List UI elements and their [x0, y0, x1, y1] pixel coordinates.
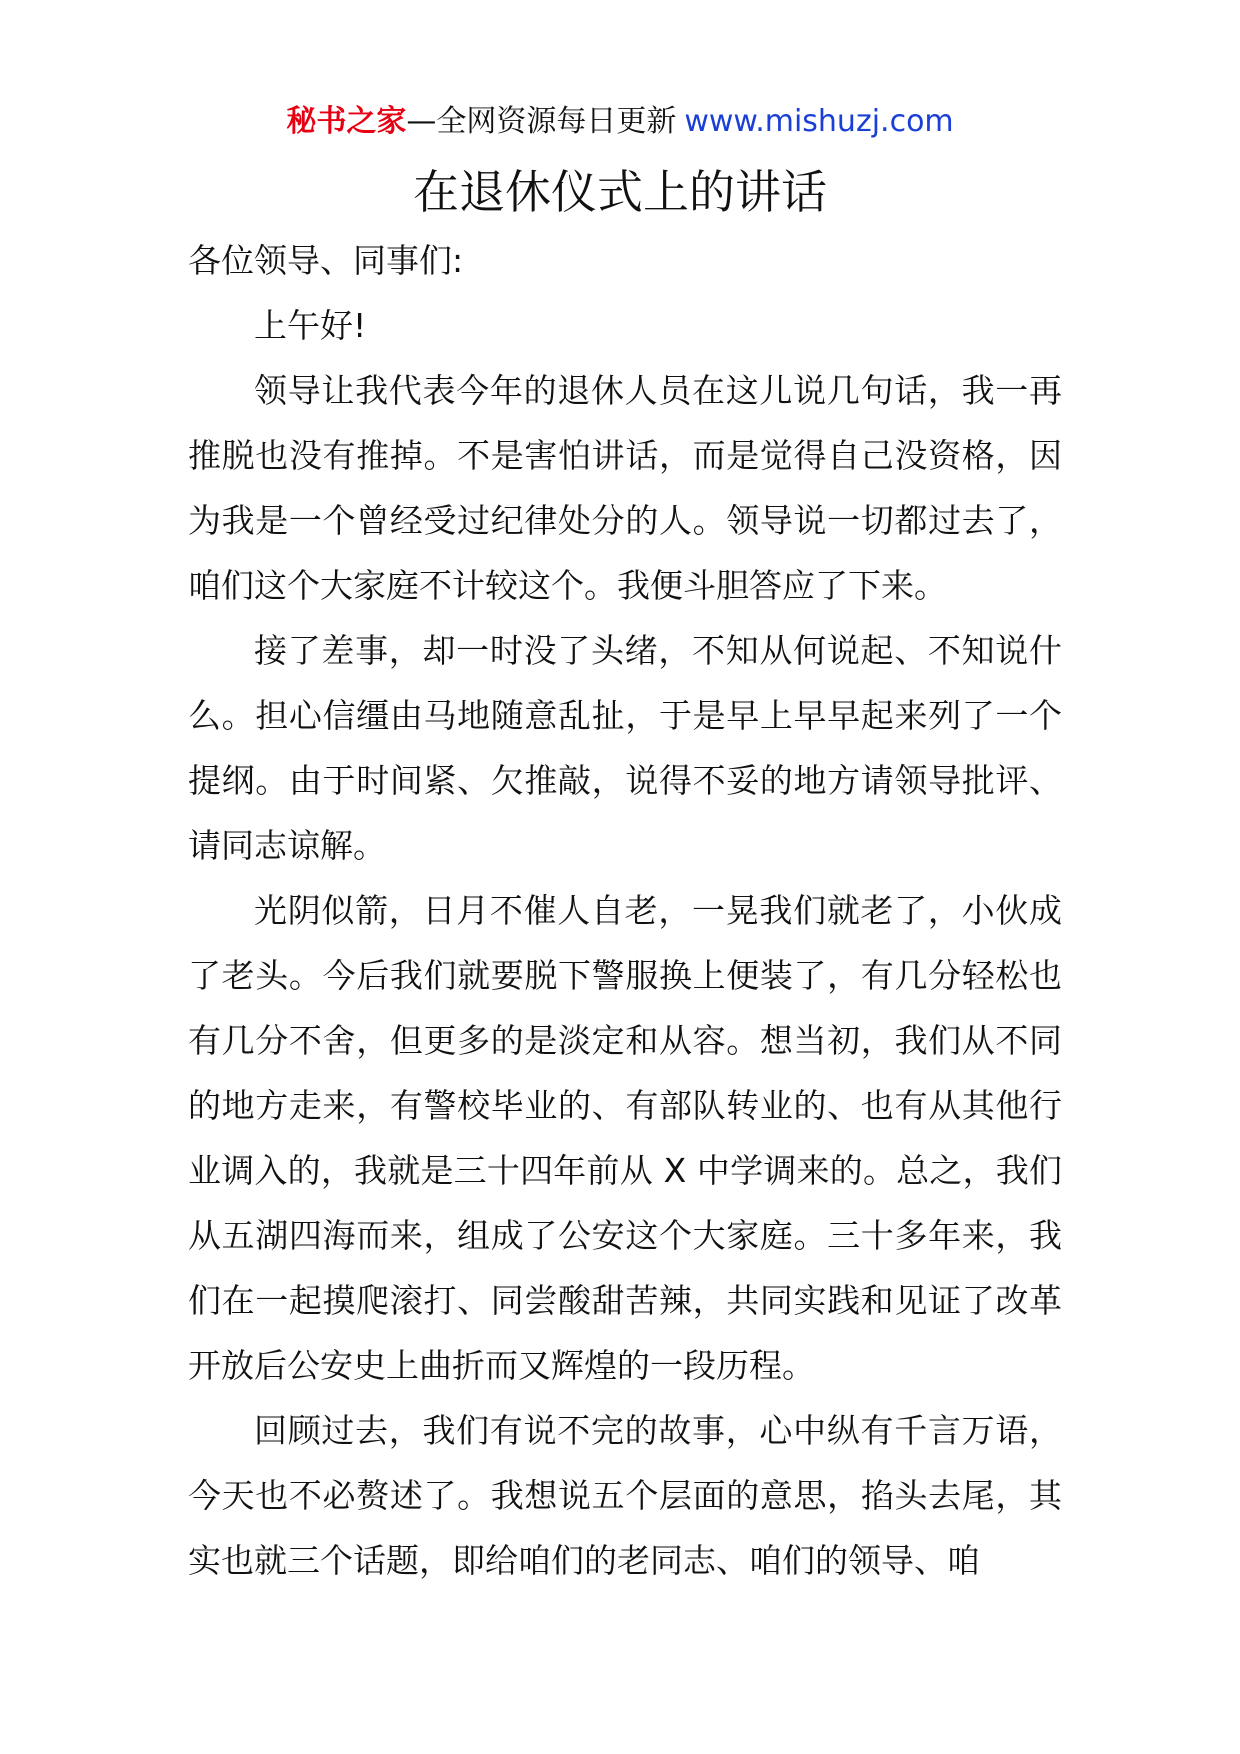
- site-header: [0, 100, 1240, 144]
- greeting: 上午好!: [254, 306, 367, 345]
- salutation: 各位领导、同事们:: [188, 241, 464, 280]
- document-title: 在退休仪式上的讲话: [413, 165, 827, 219]
- paragraph: 接了差事，却一时没了头绪，不知从何说起、不知说什么。担心信缰由马地随意乱扯，于是早上早早起来列了一个提纲。由于时间紧、欠推敲，说得不妥的地方请领导批评、请同志谅解。: [188, 631, 1062, 865]
- paragraph: 回顾过去，我们有说不完的故事，心中纵有千言万语，今天也不必赘述了。我想说五个层面的意思，掐头去尾，其实也就三个话题，即给咱们的老同志、咱们的领导、咱: [188, 1411, 1062, 1580]
- site-link[interactable]: www.mishuzj.com: [684, 104, 954, 139]
- paragraph: 光阴似箭，日月不催人自老，一晃我们就老了，小伙成了老头。今后我们就要脱下警服换上便装了，有几分轻松也有几分不舍，但更多的是淡定和从容。想当初，我们从不同的地方走来，有警校毕业的、有部队转业的、也有从其他行业调入的，我就是三十四年前从 X 中学调来的。总之，我们从五湖四海而来，组成了公安这个大家庭。三十多年来，我们在一起摸爬滚打、同尝酸甜苦辣，共同实践和见证了改革开放后公安史上曲折而又辉煌的一段历程。: [188, 891, 1062, 1385]
- paragraph: 领导让我代表今年的退休人员在这儿说几句话，我一再推脱也没有推掉。不是害怕讲话，而是觉得自己没资格，因为我是一个曾经受过纪律处分的人。领导说一切都过去了，咱们这个大家庭不计较这个。我便斗胆答应了下来。: [188, 371, 1062, 605]
- header-tagline: —全网资源每日更新: [406, 104, 677, 139]
- document-body: [188, 228, 1062, 1593]
- brand-name: 秘书之家: [286, 104, 407, 139]
